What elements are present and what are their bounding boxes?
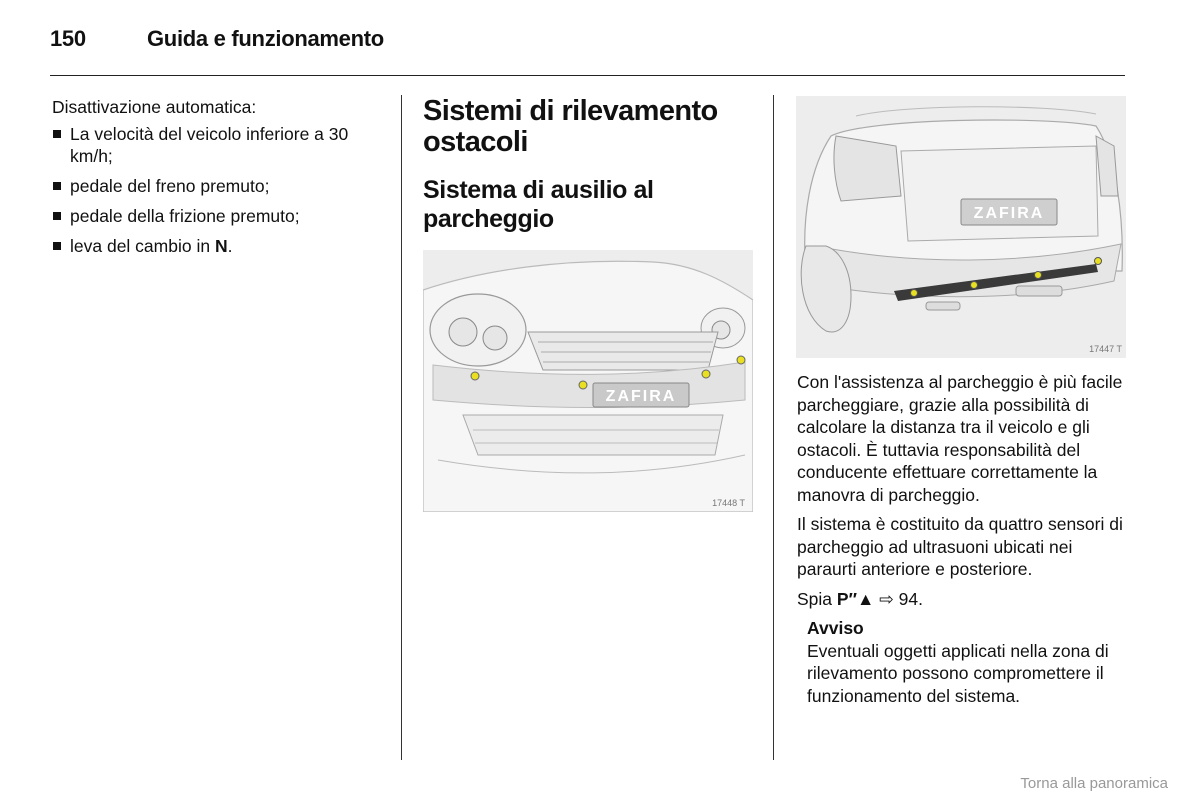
sensor-dot — [971, 282, 978, 289]
list-item: La velocità del veicolo inferiore a 30 km/h; — [52, 123, 382, 167]
sensor-dot — [579, 381, 587, 389]
deactivation-intro: Disattivazione automatica: — [52, 97, 257, 117]
page-number: 150 — [50, 26, 86, 51]
warning-light-reference: Spia P″▲ ⇨ 94. — [797, 588, 923, 609]
sensor-dot — [1095, 258, 1102, 265]
bullet-square-icon — [53, 212, 61, 220]
back-to-overview-link[interactable]: Torna alla panoramica — [1020, 775, 1168, 792]
subsection-heading: Sistema di ausilio al parcheggio — [423, 176, 654, 233]
section-heading: Sistemi di rilevamento ostacoli — [423, 95, 718, 158]
plate-text: ZAFIRA — [605, 388, 677, 405]
list-item: leva del cambio in N. — [52, 235, 382, 257]
paragraph: Con l'assistenza al parcheggio è più facile parcheggiare, grazie alla possibilità di calcolare la distanza tra il veicolo e gli ostacoli. È tuttavia responsabilità del conducente effettuare correttamente la manovra di parcheggio. — [797, 372, 1123, 505]
sensor-dot — [911, 290, 918, 297]
figure-number: 17448 T — [712, 498, 745, 508]
rear-bumper-illustration — [796, 96, 1126, 358]
left-column — [52, 96, 382, 265]
sensor-dot — [702, 370, 710, 378]
sensor-dot — [1035, 272, 1042, 279]
notice-box — [807, 617, 1127, 707]
header-rule — [50, 75, 1125, 76]
description-text — [797, 371, 1127, 707]
sensor-dot — [471, 372, 479, 380]
paragraph: Il sistema è costituito da quattro sensori di parcheggio ad ultrasuoni ubicati nei paraurti anteriore e posteriore. — [797, 514, 1123, 579]
bullet-square-icon — [53, 182, 61, 190]
gear-letter: N — [214, 236, 228, 256]
column-divider-right — [773, 95, 774, 760]
column-divider-left — [401, 95, 402, 760]
deactivation-list — [52, 123, 382, 257]
notice-title: Avviso — [807, 618, 864, 638]
bullet-square-icon — [53, 130, 61, 138]
sensor-dot — [737, 356, 745, 364]
figure-number: 17447 T — [1089, 344, 1122, 354]
front-bumper-illustration — [423, 250, 753, 512]
parking-warning-icon: P″▲ — [836, 588, 875, 609]
notice-text: Eventuali oggetti applicati nella zona di rilevamento possono compromettere il funzionamento del sistema. — [807, 640, 1109, 706]
middle-column — [423, 95, 758, 508]
page-reference: ⇨ 94. — [874, 588, 923, 609]
list-item: pedale del freno premuto; — [52, 175, 382, 197]
list-item: pedale della frizione premuto; — [52, 205, 382, 227]
chapter-title: Guida e funzionamento — [147, 26, 384, 51]
bullet-square-icon — [53, 242, 61, 250]
plate-text: ZAFIRA — [973, 205, 1045, 222]
